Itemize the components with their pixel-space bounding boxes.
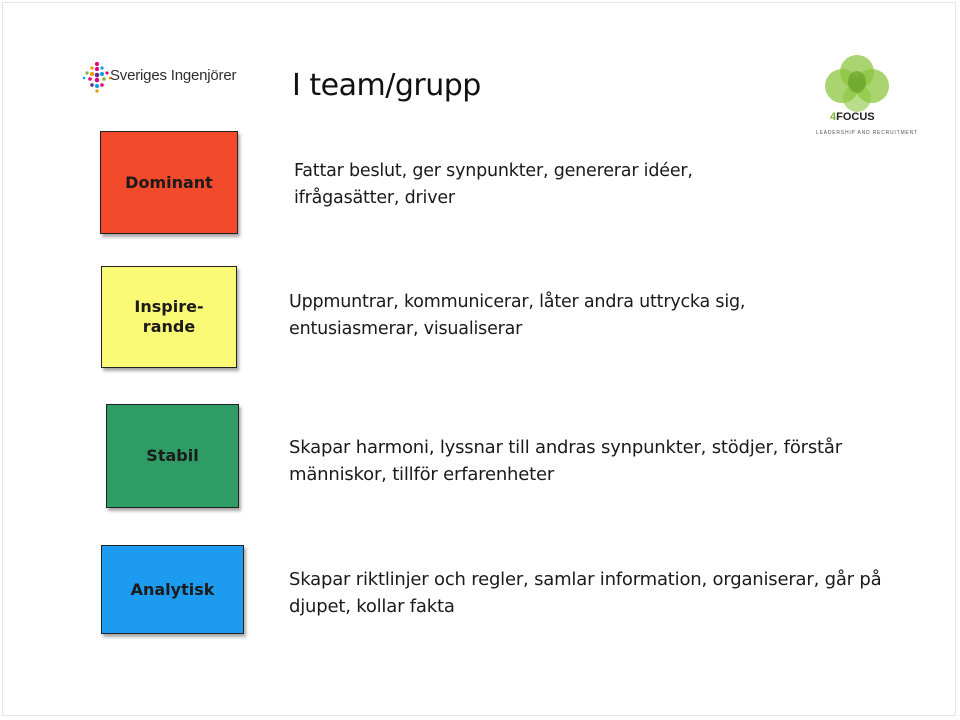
analytisk-description: Skapar riktlinjer och regler, samlar information, organiserar, går på djupet, kollar fakta xyxy=(289,569,882,617)
stabil-box xyxy=(106,404,239,508)
sveriges-ingenjorer-logo xyxy=(80,60,240,94)
analytisk-label: Analytisk xyxy=(130,579,215,599)
dominant-label: Dominant xyxy=(125,172,213,192)
slide-title: I team/grupp xyxy=(292,68,481,103)
4focus-logo xyxy=(814,50,918,144)
4focus-wordmark: 4FOCUS xyxy=(830,111,875,123)
dominant-box xyxy=(100,131,238,234)
stabil-label: Stabil xyxy=(146,446,199,465)
4focus-tagline: LEADERSHIP AND RECRUITMENT xyxy=(816,130,918,136)
inspirerande-box xyxy=(101,266,237,368)
stabil-description: Skapar harmoni, lyssnar till andras synpunkter, stödjer, förstår människor, tillför erfarenheter xyxy=(289,437,842,485)
sveriges-ingenjorer-name: Sveriges Ingenjörer xyxy=(110,67,237,84)
inspirerande-label: Inspire- rande xyxy=(134,297,204,336)
analytisk-box xyxy=(101,545,244,634)
dot-cluster-logo-icon xyxy=(80,60,114,94)
inspirerande-description: Uppmuntrar, kommunicerar, låter andra uttrycka sig, entusiasmerar, visualiserar xyxy=(289,292,746,339)
dominant-description: Fattar beslut, ger synpunkter, genererar idéer, ifrågasätter, driver xyxy=(294,161,693,208)
